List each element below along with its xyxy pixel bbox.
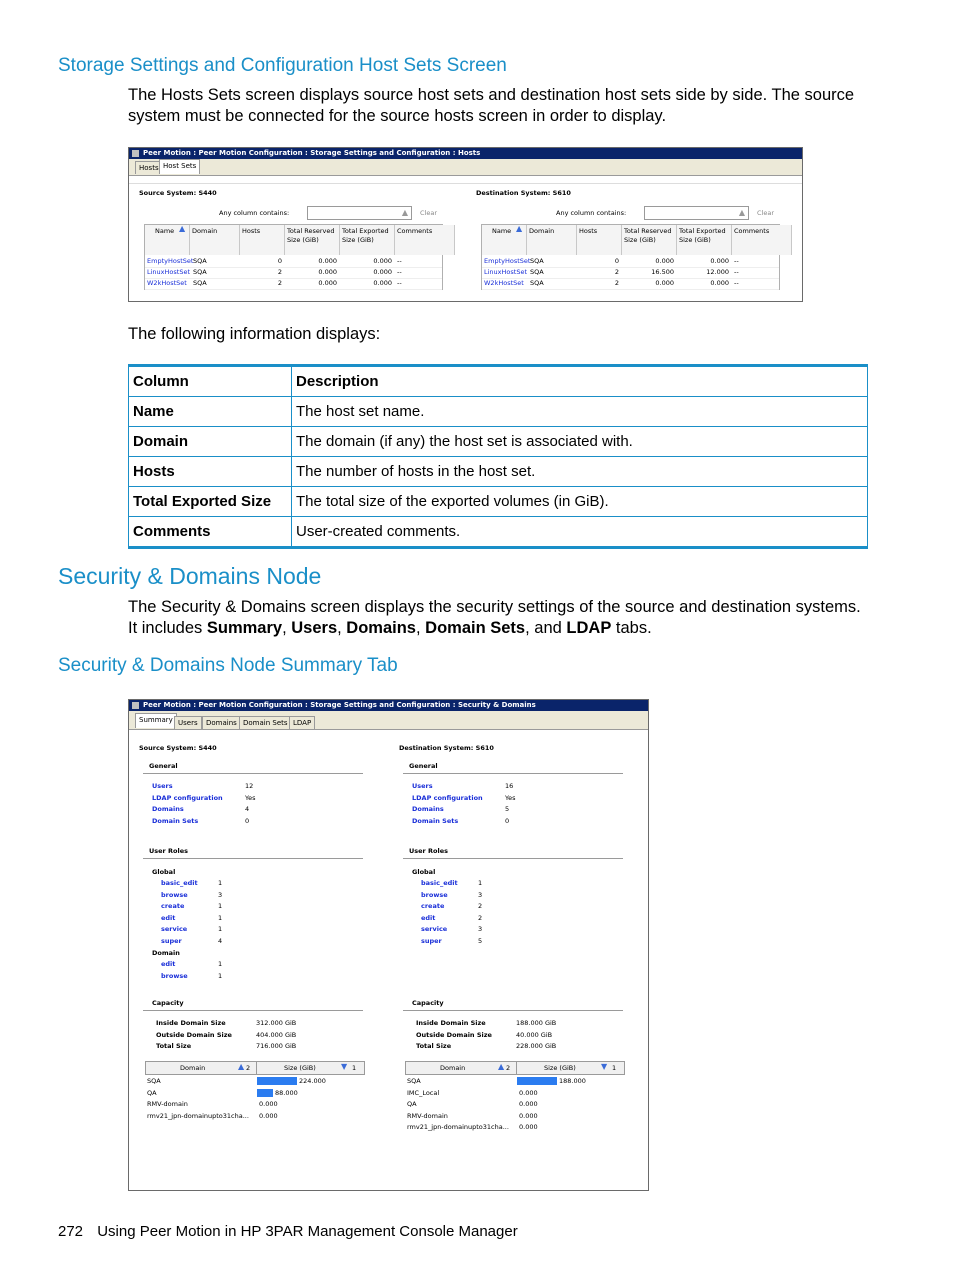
divider (403, 773, 623, 774)
size-bar (257, 1089, 273, 1097)
capacity-value: 404.000 GiB (256, 1030, 297, 1039)
source-summary-panel (139, 730, 379, 1170)
role-count: 1 (218, 879, 223, 887)
user-roles-label: User Roles (409, 847, 448, 855)
section-heading-summary-tab: Security & Domains Node Summary Tab (58, 655, 398, 676)
column-header-domain[interactable]: Domain (180, 1064, 206, 1072)
host-set-link[interactable]: LinuxHostSet (484, 268, 527, 276)
cell: -- (734, 257, 739, 265)
role-count: 3 (478, 890, 483, 899)
sort-asc-icon: ▲ (238, 1062, 245, 1071)
host-set-link[interactable]: LinuxHostSet (147, 268, 190, 276)
general-label: General (409, 762, 438, 770)
cell: 0.000 (655, 279, 674, 287)
cell: 0.000 (710, 257, 729, 265)
domain-size: 0.000 (259, 1100, 278, 1108)
column-header[interactable]: Total Exported Size (GiB) (340, 225, 395, 255)
sort-badge: 1 (612, 1064, 617, 1072)
info-table (128, 364, 868, 549)
capacity-label: Capacity (412, 999, 444, 1007)
domain-size: 0.000 (519, 1100, 538, 1108)
domain-size: 0.000 (519, 1088, 538, 1097)
column-divider (516, 1062, 517, 1074)
column-header[interactable]: Name (482, 225, 527, 255)
domain-size: 0.000 (519, 1123, 538, 1131)
destination-host-sets-panel (476, 186, 796, 296)
cell: 0.000 (655, 257, 674, 265)
capacity-value: 312.000 GiB (256, 1019, 297, 1027)
domain-size: 224.000 (299, 1077, 326, 1085)
app-icon (132, 702, 139, 709)
general-value: 4 (245, 805, 250, 813)
security-domains-screenshot (128, 699, 649, 1191)
domain-name: QA (147, 1088, 157, 1097)
column-header-domain[interactable]: Domain (440, 1064, 466, 1072)
host-sets-description: The Hosts Sets screen displays source host sets and destination host sets side by side. The source system must be connected for the source hosts screen in order to display. (128, 86, 855, 125)
cell: 2 (614, 279, 619, 287)
role-link[interactable]: edit (161, 913, 176, 922)
column-header[interactable]: Hosts (577, 225, 622, 255)
table-row[interactable] (145, 279, 442, 290)
size-bar (517, 1077, 557, 1085)
table-row[interactable] (145, 1111, 363, 1122)
domain-size-table-header (405, 1061, 625, 1075)
role-link[interactable]: create (421, 902, 445, 910)
cell: SQA (193, 257, 207, 265)
search-label: Any column contains: (219, 209, 290, 217)
general-link[interactable]: Domain Sets (152, 816, 199, 825)
role-count: 2 (478, 913, 483, 922)
capacity-key: Total Size (416, 1042, 452, 1050)
sort-asc-icon: ▲ (179, 224, 186, 233)
role-link[interactable]: edit (161, 960, 176, 968)
table-row: Hosts The number of hosts in the host set. (129, 457, 868, 487)
column-header[interactable]: Domain (527, 225, 577, 255)
table-row[interactable] (145, 1099, 363, 1110)
header-description: Description (292, 366, 868, 397)
role-count: 1 (218, 902, 223, 910)
domain-name: RMV-domain (147, 1100, 188, 1108)
capacity-key: Inside Domain Size (156, 1019, 226, 1027)
divider (403, 1010, 623, 1011)
tab-bar (129, 159, 802, 176)
user-roles-label: User Roles (149, 847, 188, 855)
role-link[interactable]: browse (161, 890, 188, 899)
cell: 0 (614, 257, 619, 265)
role-link[interactable]: browse (161, 971, 188, 980)
general-value: 12 (245, 782, 254, 790)
capacity-value: 716.000 GiB (256, 1042, 297, 1050)
host-sets-screenshot (128, 147, 803, 302)
source-host-sets-panel (139, 186, 459, 296)
general-link[interactable]: Domain Sets (412, 816, 459, 825)
host-sets-table (481, 224, 780, 290)
domain-size: 0.000 (259, 1111, 278, 1120)
role-link[interactable]: super (421, 936, 442, 945)
info-table-header (129, 366, 868, 397)
column-header[interactable]: Domain (190, 225, 240, 255)
table-row: Domain The domain (if any) the host set is associated with. (129, 427, 868, 457)
role-link[interactable]: super (161, 936, 182, 945)
cell: SQA (530, 257, 544, 265)
column-header[interactable]: Name (145, 225, 190, 255)
clear-button[interactable]: Clear (757, 209, 774, 217)
size-bar (257, 1077, 297, 1085)
general-value: Yes (505, 793, 516, 802)
table-row: Comments User-created comments. (129, 517, 868, 548)
system-label: Destination System: S610 (476, 189, 571, 197)
general-link[interactable]: Users (412, 782, 433, 790)
role-count: 4 (218, 936, 223, 945)
search-input[interactable] (307, 206, 412, 220)
filter-icon: ▲ (738, 208, 745, 217)
sort-desc-icon: ▼ (601, 1062, 608, 1071)
table-row[interactable] (482, 268, 779, 279)
cell: 2 (277, 279, 282, 287)
role-count: 1 (478, 879, 483, 887)
cell: 0.000 (710, 279, 729, 287)
cell: 0 (277, 257, 282, 265)
cell: 0.000 (373, 279, 392, 287)
host-sets-table (144, 224, 443, 290)
cell: SQA (530, 268, 544, 276)
role-count: 5 (478, 936, 483, 945)
destination-summary-panel (399, 730, 639, 1170)
table-row[interactable] (145, 257, 442, 268)
capacity-value: 188.000 GiB (516, 1019, 557, 1027)
domain-name: RMV-domain (407, 1111, 448, 1120)
general-link[interactable]: Domains (412, 805, 444, 813)
general-value: 0 (245, 816, 250, 825)
divider (143, 773, 363, 774)
section-heading-security-domains: Security & Domains Node (58, 563, 322, 589)
page-number: 272 (58, 1223, 84, 1240)
table-row[interactable] (405, 1111, 623, 1122)
role-count: 3 (218, 890, 223, 899)
tab-ldap[interactable]: LDAP (289, 716, 315, 729)
domain-name: rmv21_jpn-domainupto31cha... (407, 1123, 509, 1131)
column-header[interactable]: Comments (732, 225, 792, 255)
table-row[interactable] (405, 1122, 623, 1133)
domain-size: 88.000 (275, 1088, 298, 1097)
tab-summary[interactable]: Summary (135, 713, 177, 728)
capacity-key: Total Size (156, 1042, 192, 1050)
table-row[interactable] (145, 268, 442, 279)
sort-badge: 1 (352, 1064, 357, 1072)
host-set-link[interactable]: W2kHostSet (147, 279, 187, 287)
domain-size: 188.000 (559, 1077, 586, 1085)
cell: 0.000 (318, 257, 337, 265)
page-footer (58, 1223, 518, 1240)
role-count: 1 (218, 960, 223, 968)
table-row[interactable] (482, 279, 779, 290)
domain-name: SQA (147, 1077, 161, 1085)
domain-size-table-header (145, 1061, 365, 1075)
role-link[interactable]: basic_edit (421, 879, 458, 887)
sort-badge: 2 (246, 1064, 251, 1072)
general-link[interactable]: Users (152, 782, 173, 790)
clear-button[interactable]: Clear (420, 209, 437, 217)
tab-host-sets[interactable]: Host Sets (159, 159, 200, 174)
domain-name: SQA (407, 1077, 421, 1085)
general-link[interactable]: Domains (152, 805, 184, 813)
cell: 2 (614, 268, 619, 276)
tab-hosts[interactable]: Hosts (135, 161, 163, 174)
cell: SQA (193, 268, 207, 276)
cell: SQA (193, 279, 207, 287)
sort-desc-icon: ▼ (341, 1062, 348, 1071)
table-row[interactable] (482, 257, 779, 268)
sort-badge: 2 (506, 1064, 511, 1072)
domain-name: QA (407, 1100, 417, 1108)
role-count: 1 (218, 971, 223, 980)
table-row[interactable] (145, 1076, 363, 1087)
header-column: Column (129, 366, 292, 397)
cell: -- (397, 279, 402, 287)
capacity-value: 228.000 GiB (516, 1042, 557, 1050)
domain-label: Domain (152, 949, 180, 957)
role-link[interactable]: service (161, 925, 188, 933)
role-link[interactable]: browse (421, 890, 448, 899)
security-domains-description: The Security & Domains screen displays the security settings of the source and destination systems. It includes Summary, Users, Domains, Domain Sets, and LDAP tabs. (128, 598, 861, 637)
cell: 0.000 (373, 268, 392, 276)
column-header[interactable]: Total Reserved Size (GiB) (285, 225, 340, 255)
filter-icon: ▲ (401, 208, 408, 217)
cell: -- (734, 268, 739, 276)
column-header-size[interactable]: Size (GiB) (544, 1064, 576, 1072)
table-row: Name The host set name. (129, 397, 868, 427)
tab-bar (129, 711, 648, 730)
column-header[interactable]: Comments (395, 225, 455, 255)
cell: -- (734, 279, 739, 287)
column-header-size[interactable]: Size (GiB) (284, 1064, 316, 1072)
tab-users[interactable]: Users (174, 716, 202, 729)
tab-domains[interactable]: Domains (202, 716, 241, 729)
general-link[interactable]: LDAP configuration (412, 793, 483, 802)
search-label: Any column contains: (556, 209, 627, 217)
search-input[interactable] (644, 206, 749, 220)
column-divider (256, 1062, 257, 1074)
system-label: Source System: S440 (139, 744, 217, 752)
role-link[interactable]: edit (421, 913, 436, 922)
host-set-link[interactable]: W2kHostSet (484, 279, 524, 287)
domain-name: IMC_Local (407, 1088, 440, 1097)
role-link[interactable]: basic_edit (161, 879, 198, 887)
general-link[interactable]: LDAP configuration (152, 793, 223, 802)
table-row[interactable] (405, 1099, 623, 1110)
host-set-link[interactable]: EmptyHostSet (147, 257, 194, 265)
general-value: 5 (505, 805, 510, 813)
cell: 2 (277, 268, 282, 276)
domain-name: rmv21_jpn-domainupto31cha... (147, 1111, 249, 1120)
general-value: Yes (245, 793, 256, 802)
table-row[interactable] (405, 1076, 623, 1087)
general-value: 0 (505, 816, 510, 825)
capacity-key: Outside Domain Size (416, 1030, 492, 1039)
tab-domain-sets[interactable]: Domain Sets (239, 716, 292, 729)
cell: -- (397, 257, 402, 265)
global-label: Global (152, 868, 176, 876)
cell: 0.000 (318, 268, 337, 276)
divider (143, 1010, 363, 1011)
app-icon (132, 150, 139, 157)
role-count: 1 (218, 913, 223, 922)
cell: -- (397, 268, 402, 276)
section-heading-host-sets: Storage Settings and Configuration Host Sets Screen (58, 55, 507, 76)
capacity-value: 40.000 GiB (516, 1030, 553, 1039)
capacity-key: Outside Domain Size (156, 1030, 232, 1039)
role-count: 2 (478, 902, 483, 910)
general-label: General (149, 762, 178, 770)
capacity-key: Inside Domain Size (416, 1019, 486, 1027)
cell: 16.500 (651, 268, 674, 276)
info-intro: The following information displays: (128, 325, 381, 343)
window-titlebar: Peer Motion : Peer Motion Configuration : Storage Settings and Configuration : Security & Domains (129, 700, 648, 711)
host-set-link[interactable]: EmptyHostSet (484, 257, 531, 265)
table-row[interactable] (145, 1088, 363, 1099)
cell: 12.000 (706, 268, 729, 276)
column-header[interactable]: Total Exported Size (GiB) (677, 225, 732, 255)
sort-asc-icon: ▲ (498, 1062, 505, 1071)
role-link[interactable]: create (161, 902, 185, 910)
role-link[interactable]: service (421, 925, 448, 933)
divider (129, 183, 802, 184)
table-row: Total Exported Size The total size of the exported volumes (in GiB). (129, 487, 868, 517)
divider (403, 858, 623, 859)
table-row[interactable] (405, 1088, 623, 1099)
domain-size: 0.000 (519, 1111, 538, 1120)
footer-text: Using Peer Motion in HP 3PAR Management Console Manager (97, 1223, 518, 1240)
system-label: Destination System: S610 (399, 744, 494, 752)
column-header[interactable]: Total Reserved Size (GiB) (622, 225, 677, 255)
capacity-label: Capacity (152, 999, 184, 1007)
system-label: Source System: S440 (139, 189, 217, 197)
divider (143, 858, 363, 859)
cell: 0.000 (318, 279, 337, 287)
global-label: Global (412, 868, 436, 876)
column-header[interactable]: Hosts (240, 225, 285, 255)
role-count: 3 (478, 925, 483, 933)
cell: SQA (530, 279, 544, 287)
window-titlebar: Peer Motion : Peer Motion Configuration : Storage Settings and Configuration : Hosts (129, 148, 802, 159)
role-count: 1 (218, 925, 223, 933)
sort-asc-icon: ▲ (516, 224, 523, 233)
cell: 0.000 (373, 257, 392, 265)
general-value: 16 (505, 782, 514, 790)
